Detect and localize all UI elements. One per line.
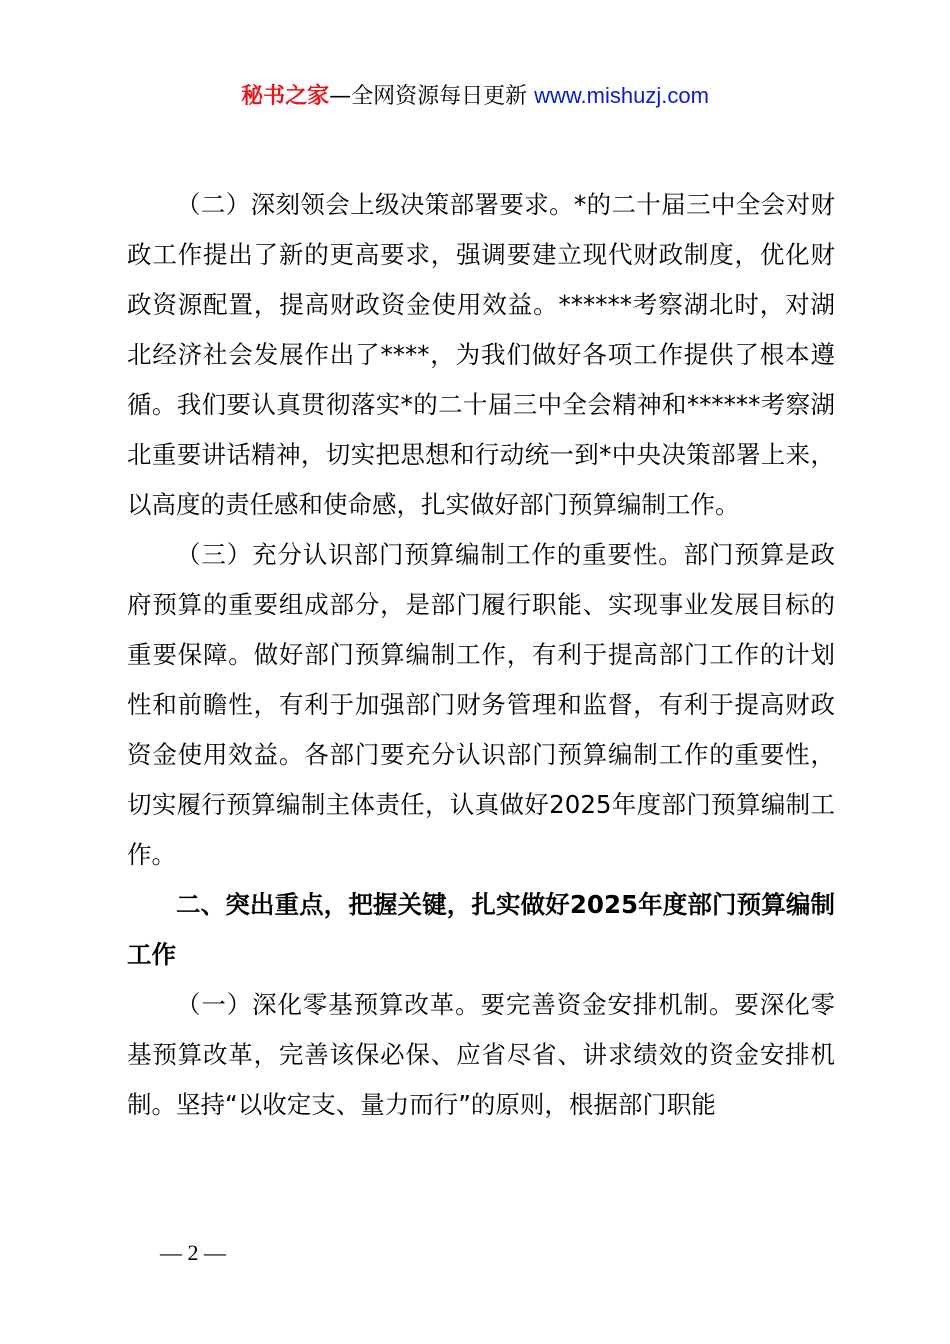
- paragraph-3-1: （一）深化零基预算改革。要完善资金安排机制。要深化零基预算改革，完善该保必保、应省尽省、讲求绩效的资金安排机制。坚持“以收定支、量力而行”的原则，根据部门职能: [127, 990, 835, 1119]
- site-tagline: —全网资源每日更新: [329, 84, 535, 109]
- section-heading-2: 二、突出重点，把握关键，扎实做好2025年度部门预算编制工作: [127, 890, 835, 969]
- site-url: www.mishuzj.com: [534, 83, 709, 108]
- document-body: [127, 180, 835, 1130]
- page-number: — 2 —: [160, 1240, 226, 1265]
- site-brand: 秘书之家: [241, 84, 330, 109]
- site-watermark-header: [0, 80, 950, 113]
- paragraph-2-2: （二）深刻领会上级决策部署要求。*的二十届三中全会对财政工作提出了新的更高要求，强调要建立现代财政制度，优化财政资源配置，提高财政资金使用效益。******考察湖北时，对湖北经济社会发展作出了****，为我们做好各项工作提供了根本遵循。我们要认真贯彻落实*的二十届三中全会精神和******考察湖北重要讲话精神，切实把思想和行动统一到*中央决策部署上来，以高度的责任感和使命感，扎实做好部门预算编制工作。: [127, 190, 835, 519]
- paragraph-2-3: （三）充分认识部门预算编制工作的重要性。部门预算是政府预算的重要组成部分，是部门履行职能、实现事业发展目标的重要保障。做好部门预算编制工作，有利于提高部门工作的计划性和前瞻性，有利于加强部门财务管理和监督，有利于提高财政资金使用效益。各部门要充分认识部门预算编制工作的重要性，切实履行预算编制主体责任，认真做好2025年度部门预算编制工作。: [127, 540, 835, 869]
